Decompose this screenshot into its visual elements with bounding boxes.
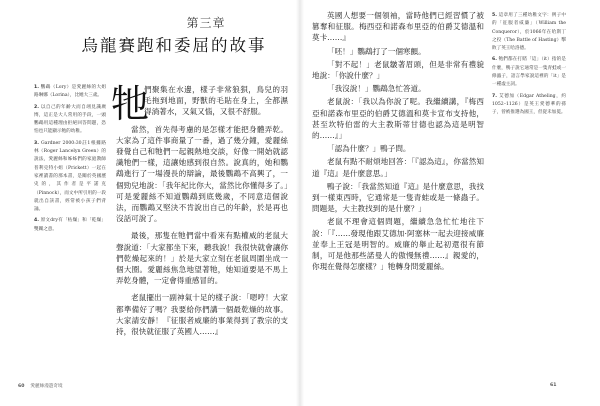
chapter-title: 烏龍賽跑和委屈的故事 — [81, 36, 267, 55]
body-paragraph: 英國人想要一個領袖，當時他們已經習慣了被篡奪和征服。梅西亞和諾森布里亞的伯爵艾德溫和莫卡……』 — [312, 11, 484, 43]
left-side-notes — [34, 84, 106, 237]
note-number: 4. — [34, 218, 39, 224]
footer-left — [18, 383, 63, 389]
note-number: 6. — [492, 57, 497, 63]
note-number: 1. — [34, 85, 39, 90]
note-text: 鸚鵡（Lory）是愛麗絲的大姐路琳娜（Lorina），比她大三歲。 — [34, 85, 107, 99]
right-body-text — [312, 10, 484, 274]
body-paragraph: 老鼠不理會這個問題，繼續急急忙忙地往下說：「『……發現他跟艾德加·阿塞林一起去迎接威廉並奉上王冠是明智的。威廉的舉止起初還很有節制，可是他那些諾曼人的傲慢無禮……』親愛的，你現在覺得怎麼樣？」牠轉身問愛麗絲。 — [312, 217, 484, 272]
side-note — [492, 56, 566, 89]
side-note — [34, 140, 106, 215]
footer-right — [550, 383, 562, 388]
note-number: 2. — [34, 104, 39, 110]
page-number: 60 — [18, 384, 25, 389]
body-paragraph: 「我沒說！」鸚鵡急忙答道。 — [327, 84, 426, 94]
note-number: 5. — [492, 13, 497, 18]
body-paragraph: 老鼠說：「我以為你說了呢。我繼續講，『梅西亞和諾森布里亞的伯爵艾德溫和莫卡宣布支持他，甚至坎特伯雷的大主教斯蒂甘德也認為這是明智的……』」 — [312, 97, 484, 141]
body-paragraph: 老鼠有點不耐煩地回答：「『認為這』，你當然知道『這』是什麼意思。」 — [312, 157, 484, 178]
note-text: 以自己的年齡大而自翊見識廣博，這正是大人常用的手段，一頭鸚鵡用這種理由拒絕回答問題，恐怕也只能顯示牠的幼稚。 — [34, 104, 106, 135]
note-text: 艾德加（Edgar Atheling，約1052–1126）是英王愛德華的孫子，曾被推選為國王，但從未加冕。 — [492, 93, 566, 116]
book-title-footer: 愛麗絲漫遊奇境 — [30, 384, 63, 389]
note-number: 7. — [492, 93, 497, 99]
body-paragraph: 老鼠擺出一副神氣十足的樣子說：「嗯哼！大家都準備好了嗎？我要給你們講一個最乾燥的故事。大家請安靜！『征服者威廉的事業得到了教宗的支持，很快就征服了英國人……』 — [116, 293, 288, 337]
body-paragraph: 當然，首先得考慮的是怎樣才能把身體弄乾。大家為了這件事商量了一番，過了幾分鐘，愛麗絲發覺自己和牠們一起親熱地交談，好像一開始就認識牠們一樣，這讓她感到很自然。說真的，她和鸚鵡進行了一場漫長的辯論，最後鸚鵡不高興了，一個勁兒地說：「我年紀比你大，當然比你懂得多了。」可是愛麗絲不知道鸚鵡到底幾歲，不同意這個說法，而鸚鵡又堅決不肯說出自己的年齡，於是再也沒話可說了。 — [116, 124, 288, 224]
right-side-notes — [492, 12, 566, 121]
side-note — [492, 12, 566, 53]
book-gutter — [296, 0, 304, 406]
side-note — [492, 93, 566, 118]
note-text: Gardner 2000:30註1根據路林（Roger Lancelyn Green）的說法，愛麗絲和姊姊們的家庭教師普利克特小姐（Prickett）一起在家裡讀書的那本書，是關於英國歷史的，其作者是平諾克（Pinnock），而文中所引用的一段就出自該書，經常被小孩子們背誦。 — [34, 140, 106, 213]
page-number: 61 — [550, 383, 557, 388]
note-text: 這章用了三種幼稚文字：例子中的「征服者威廉」（William the Conqueror），於1066年在哈斯丁之役（The Battle of Hasting）擊敗了英王哈洛德。 — [492, 13, 566, 52]
body-paragraph: 「呸！」鸚鵡打了一個寒顫。 — [327, 46, 426, 56]
body-paragraph: 最後，那隻在牠們當中看來有點權威的老鼠大聲說道：「大家都坐下來，聽我說！我很快就會讓你們乾燥起來的！」於是大家立刻在老鼠周圍坐成一個大圈。愛麗絲焦急地望著牠，她知道要是不馬上弄乾身體，一定會得重感冒的。 — [116, 231, 288, 286]
body-paragraph: 「認為什麼？」鴨子問。 — [327, 144, 411, 154]
left-body-text — [116, 84, 288, 343]
chapter-number: 第三章 — [186, 16, 226, 30]
drop-cap: 牠 — [111, 82, 150, 126]
body-paragraph: 們聚集在水邊，樣子非常狼狽，鳥兒的羽毛拖到地面，野獸的毛貼在身上，全都濕得淌著水，又氣又惱，又很不舒服。 — [144, 85, 288, 117]
side-note — [34, 104, 106, 137]
note-text: 牠們都在打賭「這」（it）指的是什麼，鴨子說它通常是一隻青蛙或一條蟲子，語言學家說這裡的「it」是一種虛主詞。 — [492, 57, 566, 88]
side-note — [34, 84, 106, 101]
body-paragraph: 「對不起！」老鼠皺著眉頭，但是非常有禮貌地說：「你說什麼？」 — [312, 59, 484, 81]
note-text: 原文dry有「枯燥」和「乾燥」雙關之意。 — [34, 218, 106, 232]
side-note — [34, 217, 106, 234]
note-number: 3. — [34, 140, 39, 146]
body-paragraph: 鴨子說：「我當然知道『這』是什麼意思，我找到一樣東西時，它通常是一隻青蛙或是一條蟲子。問題是，大主教找到的是什麼？」 — [312, 181, 484, 214]
